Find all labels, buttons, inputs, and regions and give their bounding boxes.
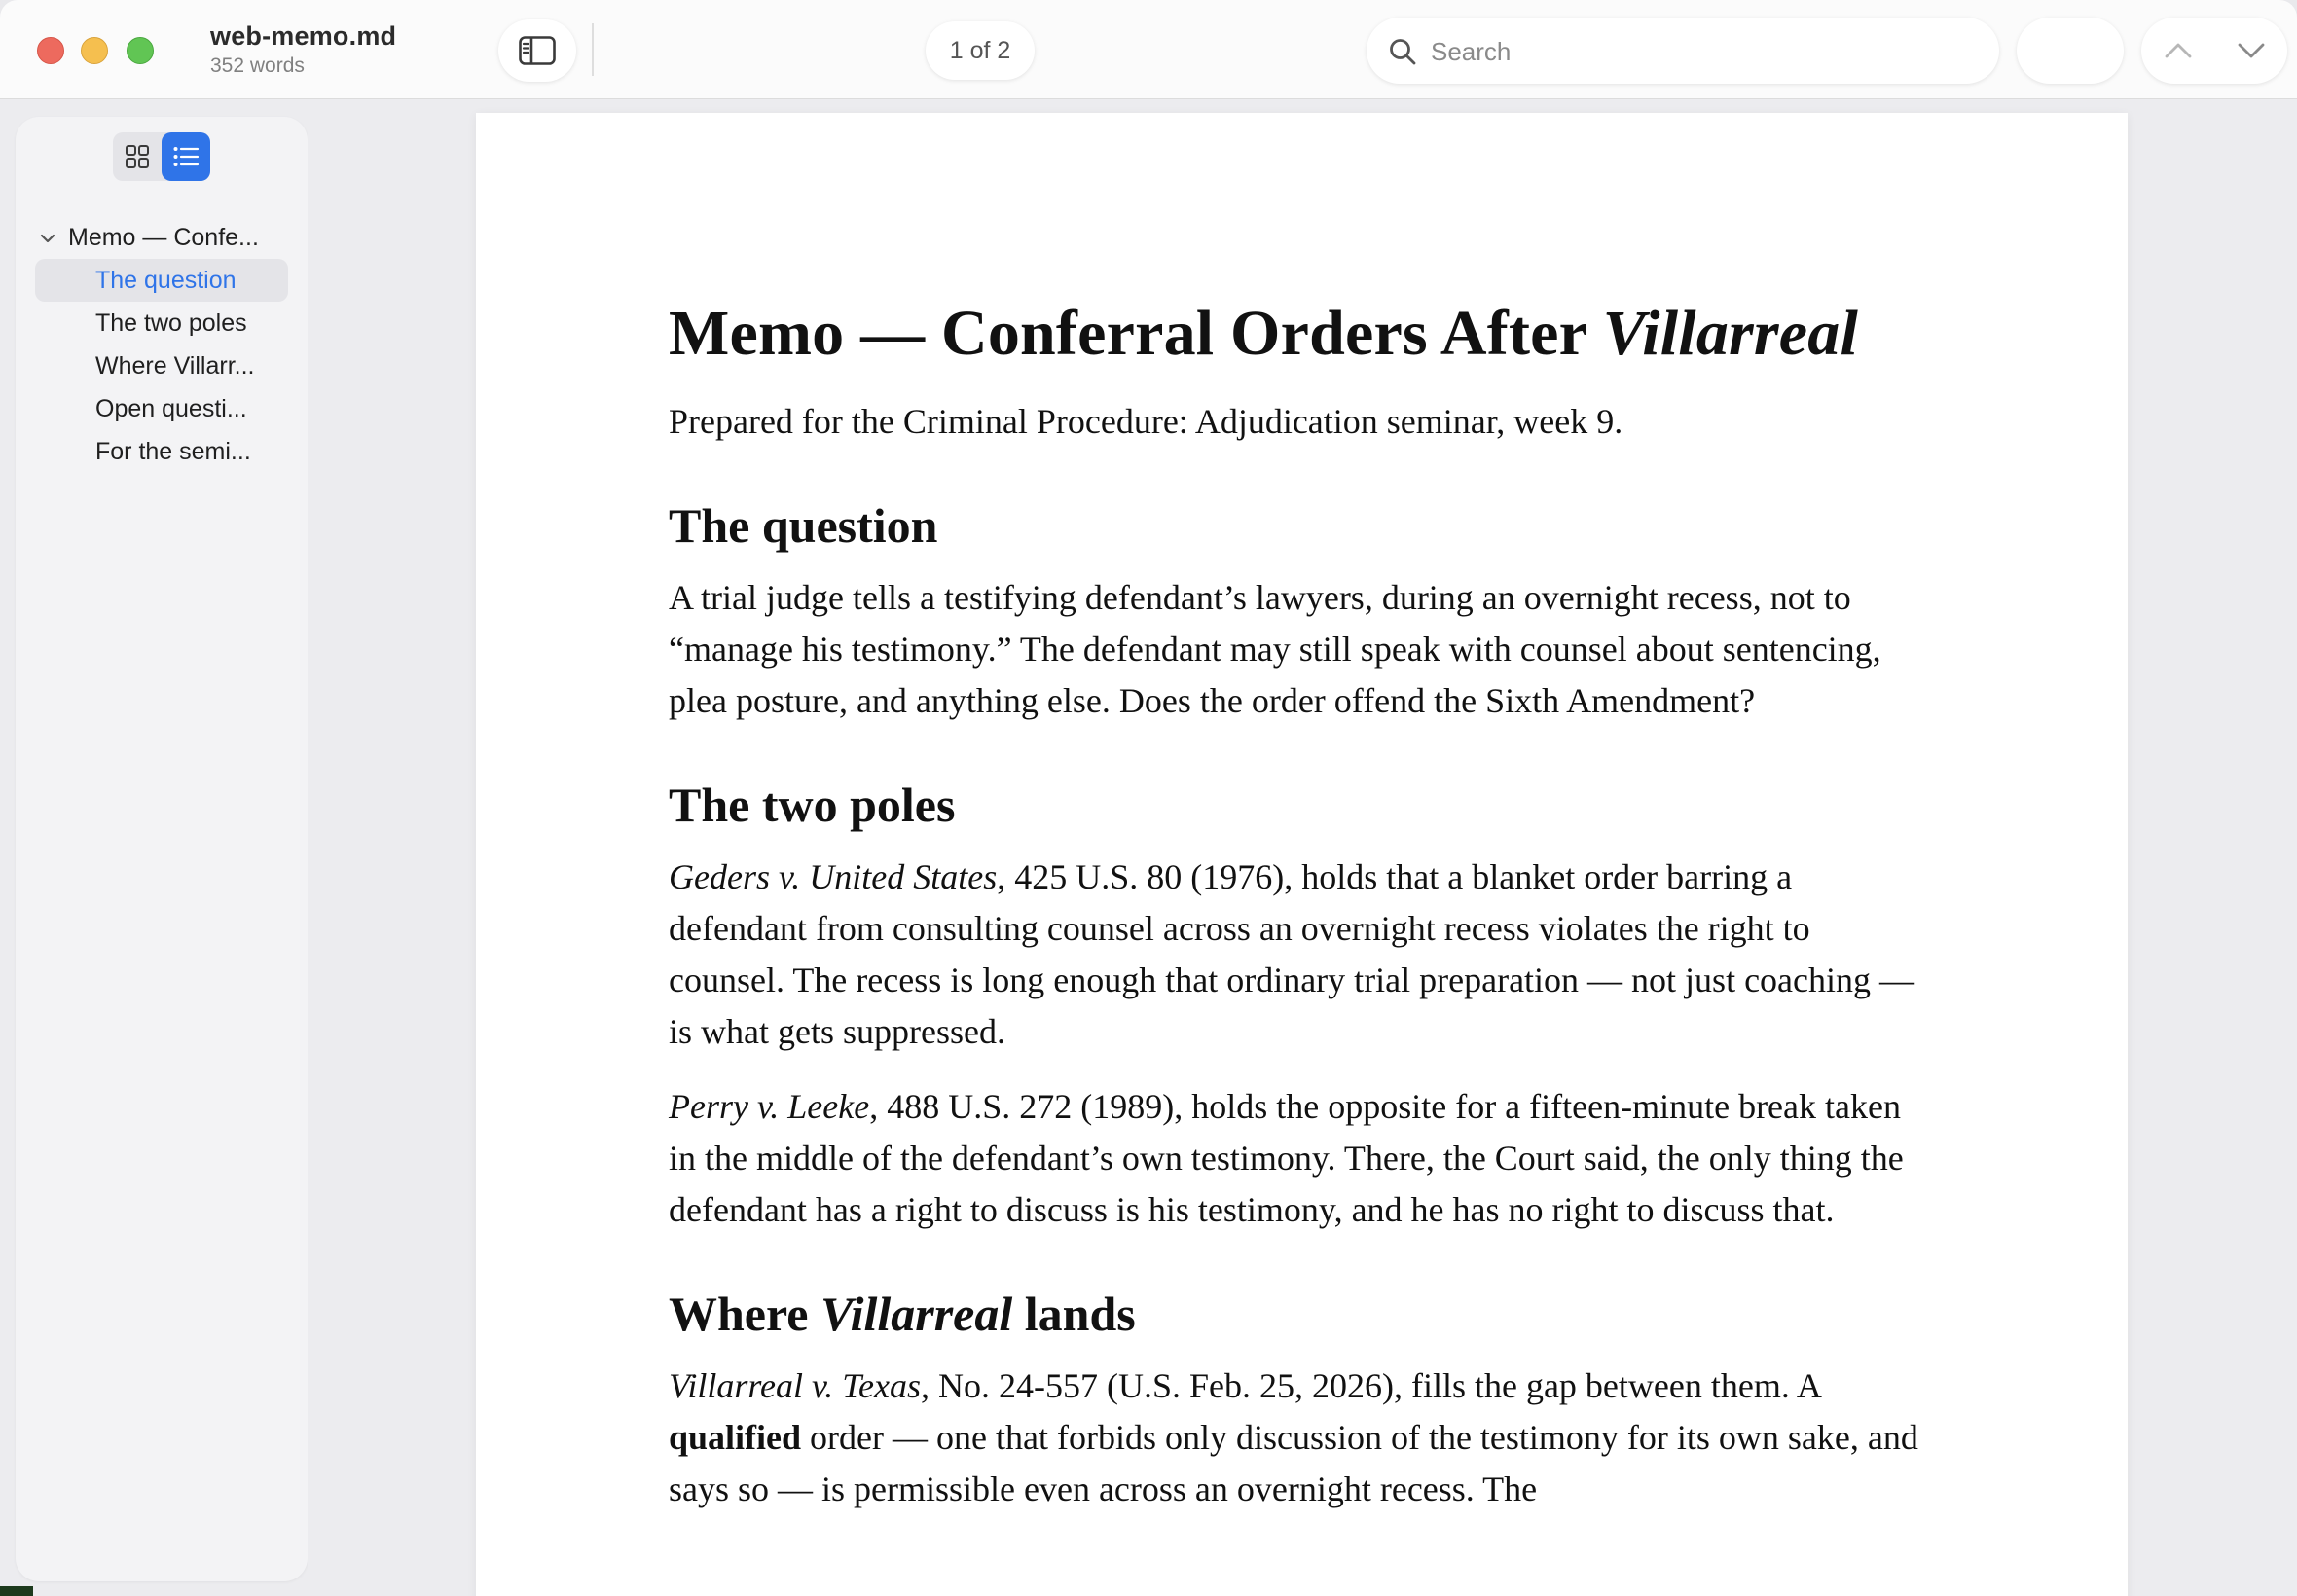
search-input[interactable] xyxy=(1429,31,1978,72)
grid-view-button[interactable] xyxy=(113,132,162,181)
maximize-window-button[interactable] xyxy=(127,37,154,64)
heading-text: lands xyxy=(1012,1287,1136,1341)
document-title-text: Memo — Conferral Orders After xyxy=(669,298,1603,369)
background-window-edge xyxy=(0,1586,33,1596)
close-window-button[interactable] xyxy=(37,37,64,64)
paragraph-text: , No. 24-557 (U.S. Feb. 25, 2026), fills the gap between them. A xyxy=(920,1366,1820,1405)
outline-item-label: Where Villarr... xyxy=(95,352,255,380)
document-page xyxy=(476,113,2128,1596)
document-outline xyxy=(16,216,308,473)
outline-root-label: Memo — Confe... xyxy=(68,223,259,251)
outline-item-for-the-seminar[interactable] xyxy=(35,430,288,473)
toolbar-blank-button[interactable] xyxy=(2017,18,2124,84)
page-indicator: 1 of 2 xyxy=(926,21,1035,80)
outline-item-where-villarreal[interactable] xyxy=(35,345,288,387)
case-citation: Perry v. Leeke xyxy=(669,1087,870,1126)
sidebar-toggle-icon xyxy=(519,36,556,65)
search-icon xyxy=(1388,37,1417,66)
outline-item-label: For the semi... xyxy=(95,438,251,465)
sidebar-toggle-button[interactable] xyxy=(498,19,576,82)
heading-the-two-poles: The two poles xyxy=(669,778,956,832)
case-citation: Geders v. United States xyxy=(669,857,998,896)
document-content xyxy=(669,296,1924,1539)
outline-root-item[interactable] xyxy=(16,216,308,259)
heading-italic: Villarreal xyxy=(820,1287,1013,1341)
heading-where-villarreal-lands xyxy=(669,1285,1924,1343)
document-name: web-memo.md xyxy=(210,21,397,51)
outline-item-label: Open questi... xyxy=(95,395,247,422)
list-icon xyxy=(172,145,200,168)
chevron-down-icon xyxy=(2237,42,2266,59)
grid-icon xyxy=(125,144,150,169)
paragraph-text: , 425 U.S. 80 (1976), holds that a blanket order barring a defendant from consulting counsel across an overnight recess violates the right to counsel. The recess is long enough that ordinary trial preparation — not just coaching — is what gets suppressed. xyxy=(669,857,1915,1051)
titlebar xyxy=(0,0,2297,99)
previous-match-button[interactable] xyxy=(2141,18,2214,84)
paragraph-text: order — one that forbids only discussion of the testimony for its own sake, and says so — is permissible even across an overnight recess. The xyxy=(669,1418,1918,1508)
document-title xyxy=(669,296,1924,372)
paragraph: A trial judge tells a testifying defendant’s lawyers, during an overnight recess, not to “manage his testimony.” The defendant may still speak with counsel about sentencing, plea posture, and anything else. Does the order offend the Sixth Amendment? xyxy=(669,578,1881,720)
next-match-button[interactable] xyxy=(2214,18,2287,84)
word-count: 352 words xyxy=(210,54,305,77)
chevron-up-icon xyxy=(2164,42,2193,59)
case-citation: Villarreal v. Texas xyxy=(669,1366,921,1405)
minimize-window-button[interactable] xyxy=(81,37,108,64)
outline-item-the-question[interactable] xyxy=(35,259,288,302)
chevron-down-icon[interactable] xyxy=(39,230,56,247)
document-title-italic: Villarreal xyxy=(1602,298,1859,369)
list-view-button[interactable] xyxy=(162,132,210,181)
document-subtitle: Prepared for the Criminal Procedure: Adjudication seminar, week 9. xyxy=(669,402,1623,441)
outline-item-the-two-poles[interactable] xyxy=(35,302,288,345)
view-mode-switch xyxy=(113,132,210,181)
search-field[interactable] xyxy=(1367,18,1999,84)
outline-item-open-questions[interactable] xyxy=(35,387,288,430)
toolbar-divider xyxy=(592,23,594,76)
paragraph xyxy=(669,852,1924,1058)
heading-text: Where xyxy=(669,1287,820,1341)
outline-item-label: The question xyxy=(95,267,237,294)
heading-the-question: The question xyxy=(669,498,938,553)
paragraph-text: , 488 U.S. 272 (1989), holds the opposite for a fifteen-minute break taken in the middle of the defendant’s own testimony. There, the Court said, the only thing the defendant has a right to discuss is his testimony, and he has no right to discuss that. xyxy=(669,1087,1904,1229)
paragraph xyxy=(669,1360,1924,1515)
paragraph xyxy=(669,1081,1924,1236)
bold-text: qualified xyxy=(669,1418,802,1457)
sidebar xyxy=(16,117,308,1581)
match-navigation xyxy=(2141,18,2287,84)
document-scroll-area[interactable] xyxy=(308,99,2297,1596)
outline-item-label: The two poles xyxy=(95,309,247,337)
